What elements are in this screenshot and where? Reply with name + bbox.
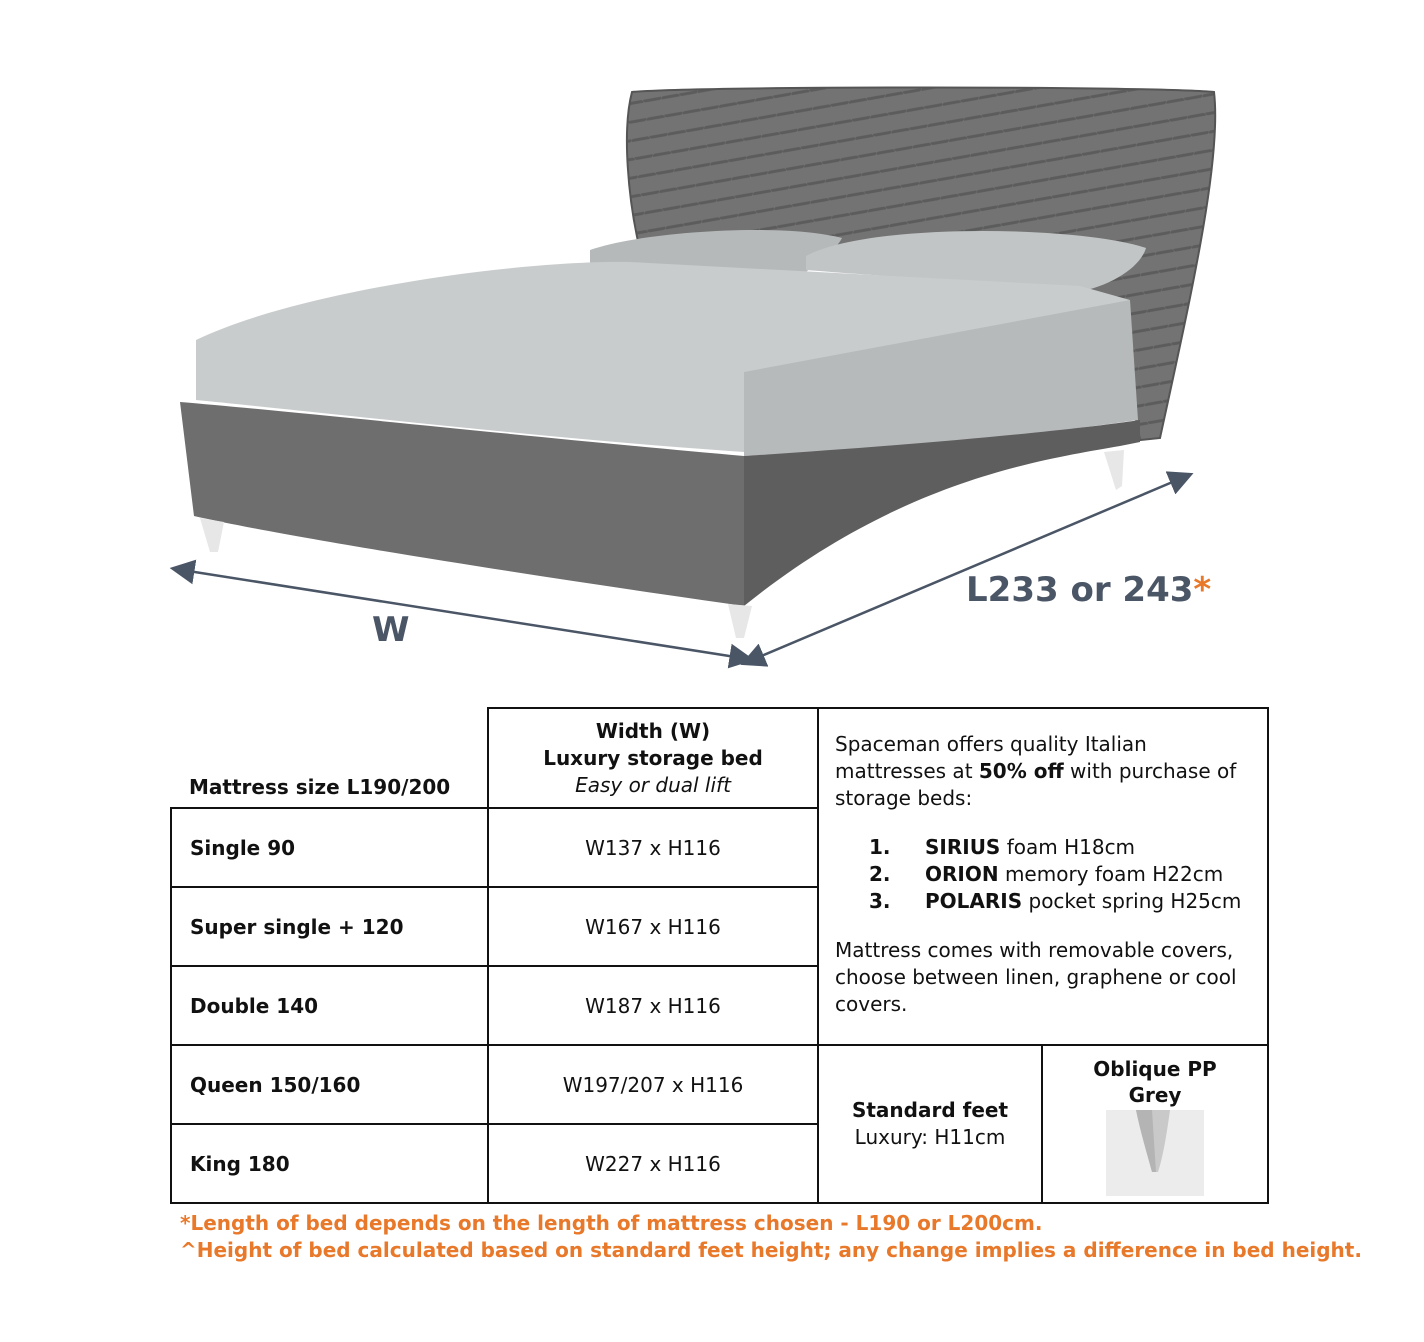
info-covers: Mattress comes with removable covers, choose between linen, graphene or cool covers. bbox=[835, 938, 1237, 1016]
oblique-line1: Oblique PP bbox=[1093, 1057, 1217, 1081]
size-cell: Single 90 bbox=[171, 808, 488, 887]
leg-front-right bbox=[728, 604, 752, 638]
list-item: 2. ORION memory foam H22cm bbox=[869, 862, 1224, 886]
standard-feet-cell bbox=[818, 1045, 1042, 1203]
width-cell: W187 x H116 bbox=[488, 966, 818, 1045]
oblique-line2: Grey bbox=[1128, 1083, 1182, 1107]
mattress-info-cell bbox=[818, 708, 1268, 1045]
width-header-line2: Luxury storage bed bbox=[543, 745, 763, 770]
table-row bbox=[171, 1045, 1268, 1124]
footnote-height: ^Height of bed calculated based on standard feet height; any change implies a difference in bed height. bbox=[180, 1238, 1362, 1262]
feet-value: Luxury: H11cm bbox=[854, 1125, 1006, 1149]
size-cell: King 180 bbox=[171, 1124, 488, 1203]
width-header-line1: Width (W) bbox=[595, 718, 711, 743]
size-column-header: Mattress size L190/200 bbox=[171, 708, 488, 808]
width-cell: W137 x H116 bbox=[488, 808, 818, 887]
mattress-list bbox=[835, 834, 1255, 915]
width-column-header bbox=[488, 708, 818, 808]
width-dimension-label: W bbox=[372, 610, 410, 650]
length-value: L233 or 243 bbox=[966, 570, 1194, 610]
feet-title: Standard feet bbox=[851, 1098, 1009, 1122]
list-item: 1. SIRIUS foam H18cm bbox=[869, 835, 1136, 859]
length-asterisk: * bbox=[1193, 570, 1212, 610]
spec-table bbox=[170, 707, 1269, 1204]
info-intro: Spaceman offers quality Italian mattresses at 50% off with purchase of storage beds: bbox=[835, 732, 1237, 810]
oblique-feet-cell bbox=[1042, 1045, 1268, 1203]
length-dimension-label bbox=[966, 570, 1211, 610]
list-item: 3. POLARIS pocket spring H25cm bbox=[869, 889, 1242, 913]
leg-back-right bbox=[1104, 450, 1124, 490]
oblique-foot-image bbox=[1106, 1110, 1204, 1196]
footnote-length: *Length of bed depends on the length of mattress chosen - L190 or L200cm. bbox=[180, 1211, 1043, 1235]
size-cell: Double 140 bbox=[171, 966, 488, 1045]
footnotes bbox=[180, 1210, 1362, 1264]
width-header-line3: Easy or dual lift bbox=[575, 772, 731, 797]
width-cell: W227 x H116 bbox=[488, 1124, 818, 1203]
width-cell: W167 x H116 bbox=[488, 887, 818, 966]
size-cell: Super single + 120 bbox=[171, 887, 488, 966]
width-cell: W197/207 x H116 bbox=[488, 1045, 818, 1124]
size-cell: Queen 150/160 bbox=[171, 1045, 488, 1124]
leg-front-left bbox=[200, 518, 224, 552]
